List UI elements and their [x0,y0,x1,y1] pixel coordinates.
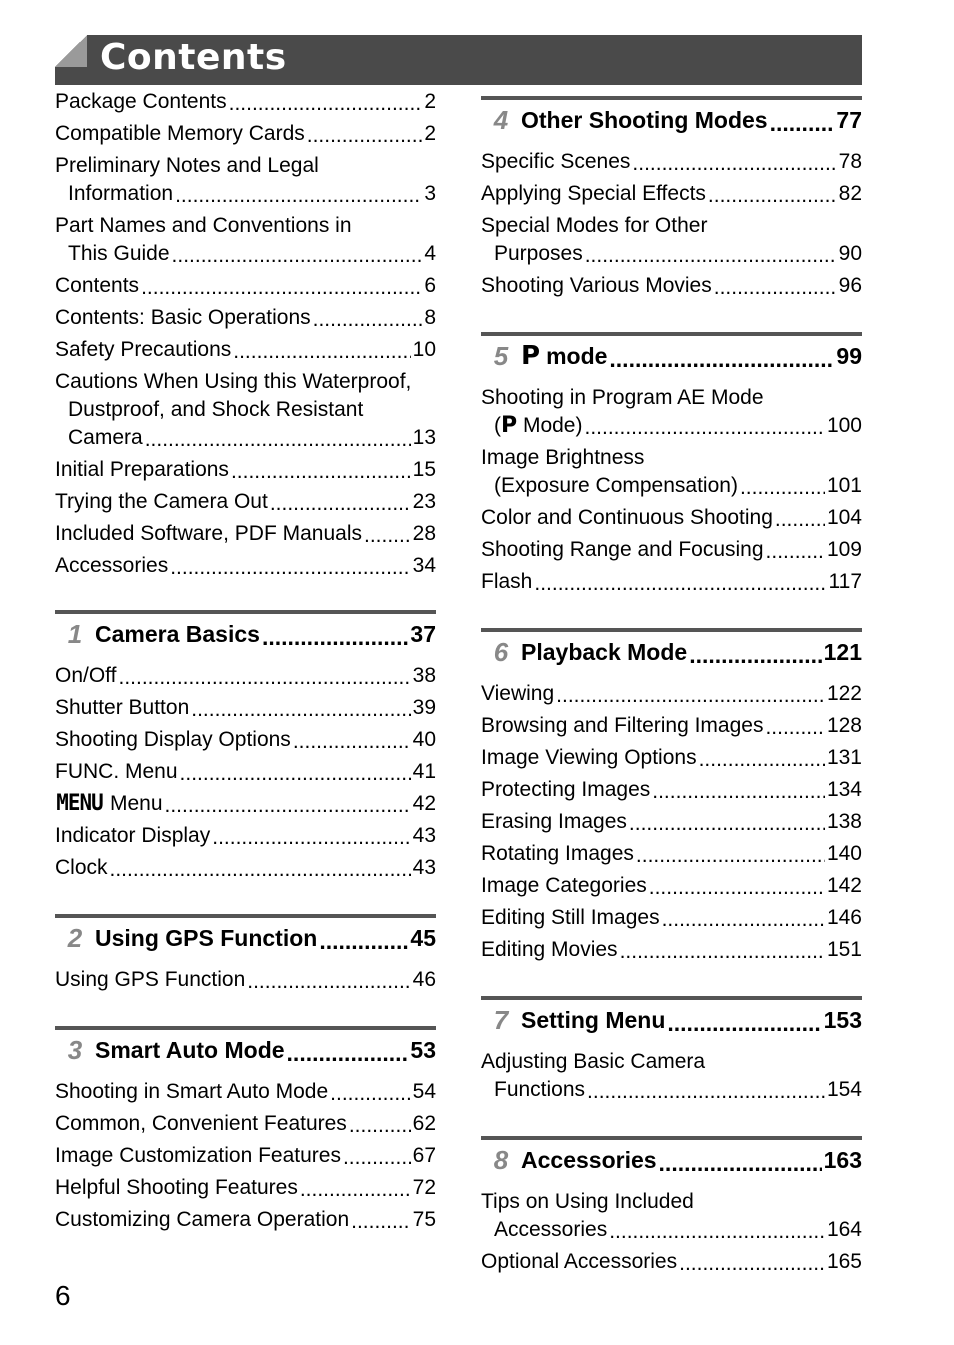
entry-title: Tips on Using Included [481,1190,694,1213]
toc-entry[interactable] [481,568,862,596]
header-bar [55,35,862,85]
entry-page: 10 [412,338,436,361]
entry-title: Contents [55,274,140,297]
toc-entry[interactable] [55,212,436,268]
section-heading[interactable] [481,628,862,668]
entry-title: Adjusting Basic Camera [481,1050,706,1073]
toc-entry[interactable] [481,872,862,900]
entry-title: Color and Continuous Shooting [481,506,773,529]
entry-title-cont: Accessories [494,1218,608,1241]
entry-title: Included Software, PDF Manuals [55,522,362,545]
entry-title: Viewing [481,682,555,705]
entry-title-cont: Dustproof, and Shock Resistant [68,398,364,421]
dot-leader [620,940,825,964]
entry-page: 140 [826,842,862,865]
entry-title-cont: (Exposure Compensation) [494,474,738,497]
entry-title: Flash [481,570,533,593]
entry-page: 117 [828,570,862,593]
section-title: Other Shooting Modes [521,107,768,133]
dot-leader [740,476,825,500]
entry-title: Shooting in Program AE Mode [481,386,764,409]
toc-entry[interactable] [55,758,436,786]
section-title: Accessories [521,1147,657,1173]
entry-title: Shooting Range and Focusing [481,538,764,561]
entry-page: 2 [424,122,436,145]
dot-leader [330,1082,410,1106]
entry-title: Customizing Camera Operation [55,1208,350,1231]
entry-title: Editing Movies [481,938,618,961]
toc-entry[interactable] [481,272,862,300]
dot-leader [587,1080,825,1104]
entry-page: 39 [412,696,436,719]
section-page: 121 [823,639,862,665]
entry-page: 40 [412,728,436,751]
entry-page: 138 [826,810,862,833]
dot-leader [212,826,410,850]
dot-leader [118,666,410,690]
dot-leader [287,1040,409,1066]
toc-entry[interactable] [55,336,436,364]
section-title: Using GPS Function [95,925,318,951]
entry-page: 154 [826,1078,862,1101]
dot-leader [270,492,411,516]
entry-page: 109 [826,538,862,561]
dot-leader [172,244,423,268]
entry-page: 134 [826,778,862,801]
toc-entry[interactable] [481,840,862,868]
section-number: 5 [493,341,509,371]
toc-entry[interactable] [481,180,862,208]
dot-leader [534,572,826,596]
dot-leader [708,184,837,208]
section-title: Setting Menu [521,1007,666,1033]
section-heading[interactable] [55,610,436,650]
toc-entry[interactable] [55,152,436,208]
entry-page: 15 [412,458,436,481]
entry-title: Compatible Memory Cards [55,122,305,145]
header-corner [55,35,87,67]
dot-leader [351,1210,411,1234]
entry-title-cont: Mode) [517,414,583,437]
dot-leader [714,276,837,300]
dot-leader [556,684,825,708]
section-page: 37 [410,621,436,647]
entry-page: 23 [412,490,436,513]
section-page: 99 [836,343,862,369]
entry-title: Trying the Camera Out [55,490,268,513]
section-heading[interactable] [481,996,862,1036]
toc-entry[interactable] [55,854,436,882]
entry-page: 164 [826,1218,862,1241]
program-mode-icon: P [521,341,541,371]
section-heading[interactable] [55,1026,436,1066]
entry-title: Image Customization Features [55,1144,341,1167]
entry-page: 43 [412,824,436,847]
entry-page: 67 [412,1144,436,1167]
menu-icon: MENU [56,791,103,816]
entry-title: Shooting in Smart Auto Mode [55,1080,329,1103]
dot-leader [632,152,836,176]
entry-page: 78 [838,150,862,173]
toc-entry[interactable] [481,808,862,836]
entry-page: 41 [412,760,436,783]
toc-entry[interactable] [481,712,862,740]
section-title: Playback Mode [521,639,688,665]
dot-leader [262,624,408,650]
entry-title: Specific Scenes [481,150,631,173]
dot-leader [609,346,834,372]
section-title: Smart Auto Mode [95,1037,285,1063]
entry-title: Helpful Shooting Features [55,1176,298,1199]
entry-title: Safety Precautions [55,338,232,361]
dot-leader [319,928,408,954]
entry-title: Editing Still Images [481,906,660,929]
toc-entry[interactable] [55,120,436,148]
entry-title: Indicator Display [55,824,211,847]
toc-entry[interactable] [55,520,436,548]
dot-leader [307,124,423,148]
toc-entry[interactable] [481,904,862,932]
toc-entry[interactable] [55,966,436,994]
entry-page: 6 [424,274,436,297]
entry-title: Shooting Various Movies [481,274,712,297]
entry-page: 75 [412,1208,436,1231]
dot-leader [170,556,410,580]
entry-page: 131 [826,746,862,769]
toc-entry[interactable] [55,368,436,452]
toc-entry[interactable] [55,790,436,818]
entry-title-cont: Information [68,182,174,205]
dot-leader [343,1146,411,1170]
toc-entry[interactable] [55,726,436,754]
section-page: 53 [410,1037,436,1063]
entry-page: 2 [424,90,436,113]
right-column [481,96,862,1280]
toc-entry[interactable] [481,444,862,500]
toc-entry[interactable] [55,1206,436,1234]
program-mode-icon: P [501,413,518,438]
dot-leader [652,780,825,804]
entry-page: 34 [412,554,436,577]
toc-entry[interactable] [55,1078,436,1106]
dot-leader [609,1220,825,1244]
entry-page: 142 [826,874,862,897]
entry-title: Shutter Button [55,696,190,719]
dot-leader [364,524,411,548]
section-number: 4 [493,105,509,135]
entry-page: 100 [826,414,862,437]
toc-entry[interactable] [481,936,862,964]
entry-title: Accessories [55,554,169,577]
page-number: 6 [55,1280,71,1311]
entry-title: FUNC. Menu [55,760,178,783]
entry-title: Image Brightness [481,446,645,469]
entry-page: 62 [412,1112,436,1135]
entry-title: Part Names and Conventions in [55,214,352,237]
section-heading[interactable] [481,96,862,136]
dot-leader [775,508,825,532]
dot-leader [191,698,410,722]
entry-title: Special Modes for Other [481,214,708,237]
entry-title: Erasing Images [481,810,627,833]
entry-title: Optional Accessories [481,1250,678,1273]
toc-entry[interactable] [481,504,862,532]
section-number: 3 [67,1035,83,1065]
entry-title: Preliminary Notes and Legal [55,154,319,177]
toc-entry[interactable] [55,1110,436,1138]
toc-entry[interactable] [55,662,436,690]
entry-title-cont: This Guide [68,242,170,265]
dot-leader [699,748,825,772]
dot-leader [585,244,837,268]
entry-page: 13 [412,426,436,449]
dot-leader [165,794,411,818]
entry-title: Shooting Display Options [55,728,291,751]
toc-entry[interactable] [55,304,436,332]
dot-leader [247,970,410,994]
toc-entry[interactable] [481,744,862,772]
toc-entry[interactable] [481,680,862,708]
entry-title: Clock [55,856,108,879]
entry-title: Common, Convenient Features [55,1112,347,1135]
dot-leader [766,540,825,564]
dot-leader [231,460,411,484]
dot-leader [659,1150,822,1176]
left-column [55,88,436,1238]
dot-leader [629,812,825,836]
entry-title: Using GPS Function [55,968,246,991]
entry-title-cont: Camera [68,426,143,449]
dot-leader [662,908,825,932]
dot-leader [689,642,821,668]
entry-page: 8 [424,306,436,329]
section-number: 2 [67,923,83,953]
entry-page: 90 [838,242,862,265]
dot-leader [293,730,411,754]
toc-entry[interactable] [481,1188,862,1244]
section-page: 77 [836,107,862,133]
dot-leader [584,416,824,440]
entry-title: Protecting Images [481,778,651,801]
dot-leader [679,1252,825,1276]
entry-page: 128 [826,714,862,737]
toc-entry[interactable] [55,694,436,722]
dot-leader [649,876,825,900]
entry-title: Rotating Images [481,842,634,865]
toc-entry[interactable] [481,1048,862,1104]
entry-title: Initial Preparations [55,458,229,481]
entry-page: 146 [826,906,862,929]
entry-page: 122 [826,682,862,705]
toc-entry[interactable] [481,148,862,176]
entry-title: Image Viewing Options [481,746,697,769]
entry-title: Image Categories [481,874,647,897]
section-number: 6 [493,637,509,667]
toc-entry[interactable] [55,456,436,484]
entry-page: 4 [424,242,436,265]
section-title: Camera Basics [95,621,260,647]
entry-page: 54 [412,1080,436,1103]
toc-entry[interactable] [481,536,862,564]
entry-page: 46 [412,968,436,991]
dot-leader [229,92,423,116]
section-heading[interactable] [481,332,862,372]
section-title: mode [546,343,608,369]
entry-title-cont: Purposes [494,242,583,265]
dot-leader [141,276,422,300]
dot-leader [313,308,423,332]
toc-entry[interactable] [481,776,862,804]
entry-title: Menu [109,792,163,815]
entry-title-cont: Functions [494,1078,586,1101]
section-heading[interactable] [481,1136,862,1176]
entry-page: 72 [412,1176,436,1199]
entry-page: 3 [424,182,436,205]
entry-page: 165 [826,1250,862,1273]
entry-page: 82 [838,182,862,205]
dot-leader [667,1010,821,1036]
entry-page: 104 [826,506,862,529]
toc-entry[interactable] [55,552,436,580]
toc-entry[interactable] [55,272,436,300]
dot-leader [765,716,824,740]
dot-leader [770,110,835,136]
dot-leader [175,184,422,208]
toc-entry[interactable] [55,88,436,116]
entry-title: On/Off [55,664,117,687]
section-heading[interactable] [55,914,436,954]
dot-leader [110,858,411,882]
dot-leader [180,762,411,786]
entry-title: Package Contents [55,90,227,113]
toc-entry[interactable] [55,822,436,850]
entry-title: Browsing and Filtering Images [481,714,764,737]
entry-page: 101 [826,474,862,497]
entry-page: 38 [412,664,436,687]
toc-entry[interactable] [481,212,862,268]
dot-leader [233,340,410,364]
section-number: 8 [493,1145,509,1175]
dot-leader [636,844,825,868]
entry-page: 151 [826,938,862,961]
toc-entry[interactable] [481,384,862,440]
page-title: Contents [100,37,287,78]
dot-leader [349,1114,411,1138]
toc-entry[interactable] [481,1248,862,1276]
section-page: 163 [823,1147,862,1173]
entry-title: Cautions When Using this Waterproof, [55,370,412,393]
dot-leader [300,1178,411,1202]
entry-title: Applying Special Effects [481,182,706,205]
toc-entry[interactable] [55,488,436,516]
toc-entry[interactable] [55,1142,436,1170]
section-page: 45 [410,925,436,951]
entry-title: Contents: Basic Operations [55,306,311,329]
entry-page: 43 [412,856,436,879]
entry-page: 42 [412,792,436,815]
toc-entry[interactable] [55,1174,436,1202]
section-page: 153 [823,1007,862,1033]
entry-title-prefix: ( [494,414,501,437]
section-number: 1 [67,619,83,649]
entry-page: 28 [412,522,436,545]
entry-page: 96 [838,274,862,297]
dot-leader [145,428,411,452]
section-number: 7 [493,1005,509,1035]
